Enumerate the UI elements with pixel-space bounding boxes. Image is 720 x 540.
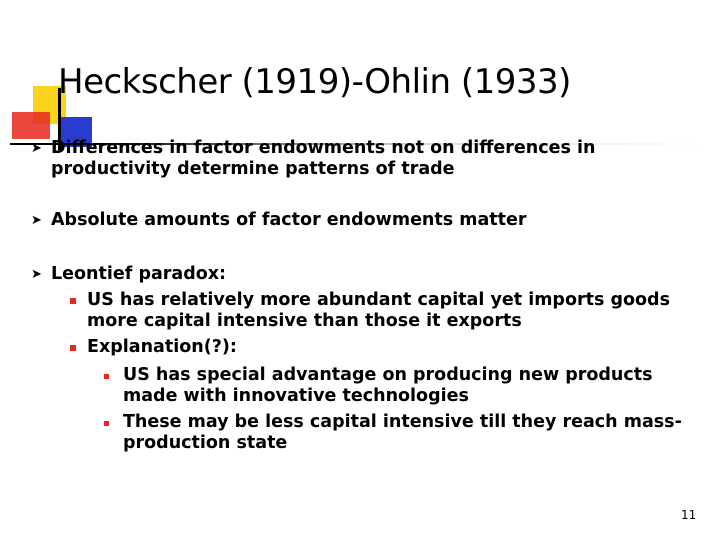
page-number: 11	[681, 508, 697, 522]
sub-sub-bullet-2-line-1: These may be less capital intensive till they reach mass-	[123, 412, 682, 432]
arrowhead-icon: ➤	[31, 141, 42, 156]
bullet-2-line-1: Absolute amounts of factor endowments matter	[51, 210, 527, 230]
red-square-icon	[104, 421, 109, 426]
sub-bullet-1-line-2: more capital intensive than those it exports	[87, 311, 522, 331]
sub-sub-bullet-1-line-2: made with innovative technologies	[123, 386, 469, 406]
sub-sub-bullet-2-line-2: production state	[123, 433, 288, 453]
red-square-icon	[104, 374, 109, 379]
slide-title: Heckscher (1919)-Ohlin (1933)	[58, 62, 571, 102]
sub-bullet-1-line-1: US has relatively more abundant capital yet imports goods	[87, 290, 670, 310]
sub-sub-bullet-1-line-1: US has special advantage on producing new products	[123, 365, 653, 385]
arrowhead-icon: ➤	[31, 267, 42, 282]
bullet-1-line-1: Differences in factor endowments not on differences in	[51, 138, 596, 158]
sub-bullet-2-line-1: Explanation(?):	[87, 337, 237, 357]
arrowhead-icon: ➤	[31, 213, 42, 228]
red-square-icon	[70, 298, 76, 304]
bullet-1-line-2: productivity determine patterns of trade	[51, 159, 455, 179]
red-square-icon	[70, 345, 76, 351]
bullet-3-line-1: Leontief paradox:	[51, 264, 227, 284]
